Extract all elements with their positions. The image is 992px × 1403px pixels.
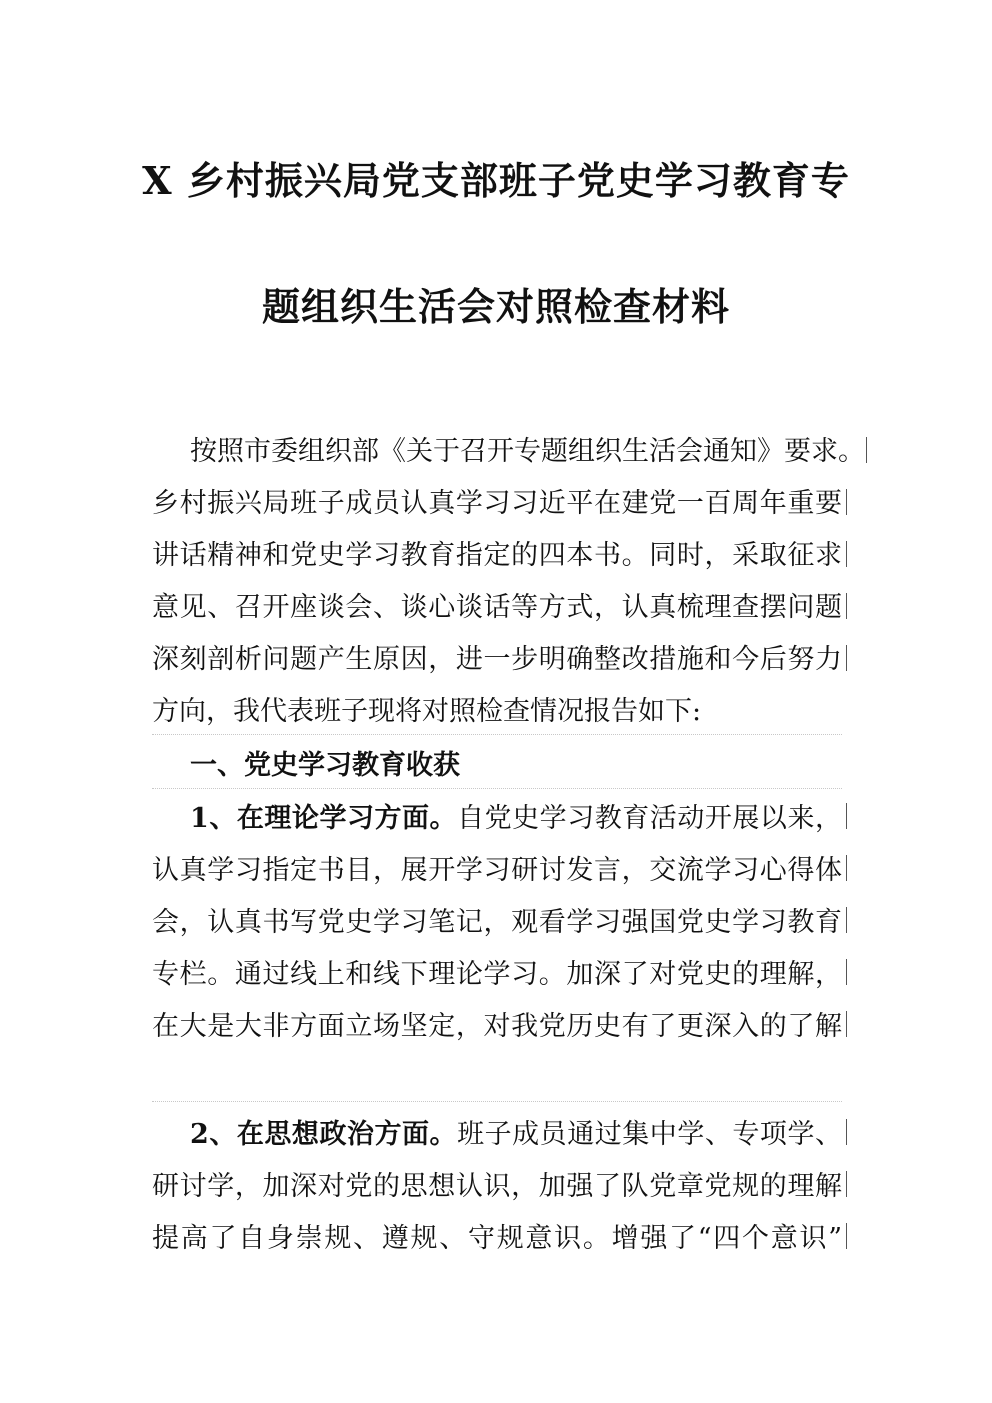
intro-line-2: 乡村振兴局班子成员认真学习习近平在建党一百周年重要 xyxy=(152,488,842,519)
margin-mark xyxy=(846,803,847,829)
margin-mark xyxy=(846,1011,847,1037)
document-title-line-1: X 乡村振兴局党支部班子党史学习教育专 xyxy=(142,158,850,203)
intro-line-6: 方向，我代表班子现将对照检查情况报告如下: xyxy=(152,696,702,727)
paragraph-separator xyxy=(152,1101,842,1102)
item-1-line-3: 会，认真书写党史学习笔记，观看学习强国党史学习教育 xyxy=(152,907,842,938)
margin-mark xyxy=(846,541,847,567)
margin-mark xyxy=(846,959,847,985)
paragraph-separator xyxy=(152,788,842,789)
item-1-line-5: 在大是大非方面立场坚定，对我党历史有了更深入的了解 xyxy=(152,1011,842,1042)
margin-mark xyxy=(846,907,847,933)
document-title-line-2: 题组织生活会对照检查材料 xyxy=(261,284,730,329)
margin-mark xyxy=(846,1223,847,1249)
margin-mark xyxy=(846,593,847,619)
intro-line-1: 按照市委组织部《关于召开专题组织生活会通知》要求。 xyxy=(190,436,865,467)
item-1-first-line-rest: 自党史学习教育活动开展以来， xyxy=(457,803,842,834)
section-heading: 一、党史学习教育收获 xyxy=(190,750,460,781)
intro-line-5: 深刻剖析问题产生原因，进一步明确整改措施和今后努力 xyxy=(152,644,842,675)
item-1-line-2: 认真学习指定书目，展开学习研讨发言，交流学习心得体 xyxy=(152,855,842,886)
margin-mark xyxy=(846,855,847,881)
item-1-line-1 xyxy=(190,805,842,832)
margin-mark xyxy=(846,1119,847,1145)
margin-mark xyxy=(846,489,847,515)
item-1-lead: 1、在理论学习方面。 xyxy=(190,803,458,834)
margin-mark xyxy=(866,437,867,463)
item-2-line-1 xyxy=(190,1121,842,1148)
item-2-first-line-rest: 班子成员通过集中学、专项学、 xyxy=(457,1119,842,1150)
paragraph-separator xyxy=(152,734,842,735)
margin-mark xyxy=(846,1171,847,1197)
intro-line-3: 讲话精神和党史学习教育指定的四本书。同时，采取征求 xyxy=(152,540,842,571)
item-2-line-2: 研讨学，加深对党的思想认识，加强了队党章党规的理解 xyxy=(152,1171,842,1202)
margin-mark xyxy=(846,645,847,671)
intro-line-4: 意见、召开座谈会、谈心谈话等方式，认真梳理查摆问题 xyxy=(152,592,842,623)
item-1-line-4: 专栏。通过线上和线下理论学习。加深了对党史的理解， xyxy=(152,959,842,990)
item-2-lead: 2、在思想政治方面。 xyxy=(190,1119,458,1150)
item-2-line-3: 提高了自身崇规、遵规、守规意识。增强了“四个意识” xyxy=(152,1223,842,1254)
